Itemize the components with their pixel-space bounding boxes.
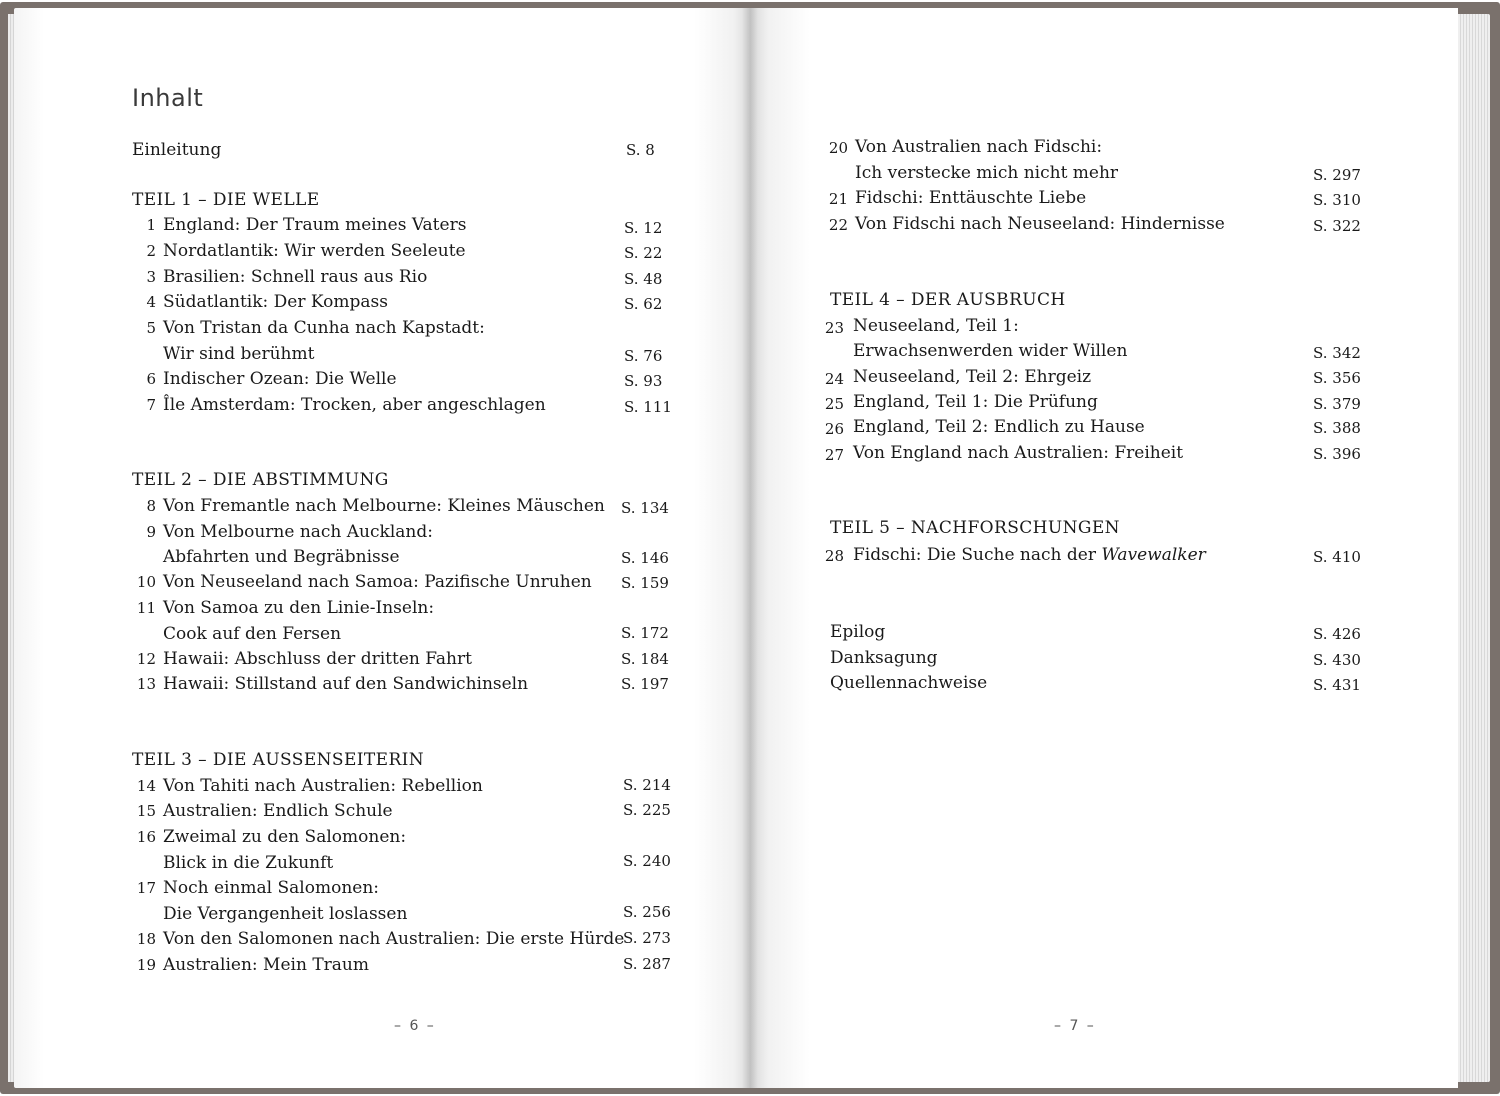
chapter-title: Australien: Endlich Schule (163, 801, 393, 821)
chapter-title: Von Fremantle nach Melbourne: Kleines Mäuschen (163, 496, 605, 516)
part-heading: TEIL 4 – DER AUSBRUCH (830, 290, 1066, 310)
chapter-number: 24 (824, 370, 844, 388)
toc-page-intro: S. 8 (626, 141, 655, 159)
chapter-page: S. 287 (623, 955, 671, 973)
chapter-page: S. 388 (1313, 419, 1361, 437)
part-heading: TEIL 2 – DIE ABSTIMMUNG (132, 470, 389, 490)
toc-page-quellen: S. 431 (1313, 676, 1361, 694)
chapter-number: 4 (146, 293, 156, 311)
chapter-number: 7 (146, 396, 156, 414)
chapter-page: S. 273 (623, 929, 671, 947)
chapter-page: S. 146 (621, 549, 669, 567)
chapter-number: 9 (146, 523, 156, 541)
chapter-page: S. 356 (1313, 369, 1361, 387)
chapter-title: Île Amsterdam: Trocken, aber angeschlagen (163, 395, 546, 415)
chapter-number: 10 (136, 573, 156, 591)
chapter-title: Australien: Mein Traum (163, 955, 369, 975)
chapter-number: 15 (136, 802, 156, 820)
toc-entry-danksagung: Danksagung (830, 648, 938, 668)
chapter-title: Hawaii: Stillstand auf den Sandwichinseln (163, 674, 529, 694)
chapter-page: S. 410 (1313, 548, 1361, 566)
chapter-title (853, 545, 1206, 565)
page-edges-right (1458, 14, 1490, 1082)
chapter-title-cont: Erwachsenwerden wider Willen (853, 341, 1128, 361)
chapter-title: Neuseeland, Teil 2: Ehrgeiz (853, 367, 1092, 387)
chapter-number: 3 (146, 268, 156, 286)
chapter-title: Von Melbourne nach Auckland: (163, 522, 433, 542)
chapter-page: S. 310 (1313, 191, 1361, 209)
chapter-page: S. 256 (623, 903, 671, 921)
chapter-page: S. 225 (623, 801, 671, 819)
chapter-number: 22 (828, 216, 848, 234)
chapter-number: 17 (136, 879, 156, 897)
chapter-title: Noch einmal Salomonen: (163, 878, 380, 898)
chapter-title-cont: Wir sind berühmt (163, 344, 315, 364)
chapter-number: 23 (824, 319, 844, 337)
chapter-page: S. 93 (624, 372, 663, 390)
chapter-number: 25 (824, 395, 844, 413)
part-heading: TEIL 5 – NACHFORSCHUNGEN (830, 518, 1120, 538)
chapter-title: Brasilien: Schnell raus aus Rio (163, 267, 428, 287)
chapter-page: S. 62 (624, 295, 663, 313)
chapter-page: S. 159 (621, 574, 669, 592)
chapter-title: Nordatlantik: Wir werden Seeleute (163, 241, 466, 261)
toc-title: Inhalt (132, 84, 204, 112)
chapter-page: S. 76 (624, 347, 663, 365)
chapter-number: 1 (146, 216, 156, 234)
chapter-title: Von England nach Australien: Freiheit (853, 443, 1184, 463)
chapter-title-cont: Cook auf den Fersen (163, 624, 342, 644)
chapter-page: S. 48 (624, 270, 663, 288)
part-heading: TEIL 3 – DIE AUSSENSEITERIN (132, 750, 425, 770)
chapter-title-text: Fidschi: Die Suche nach der (853, 545, 1102, 565)
chapter-page: S. 240 (623, 852, 671, 870)
chapter-title-italic: Wavewalker (1101, 545, 1206, 565)
left-page (14, 8, 750, 1088)
chapter-number: 6 (146, 370, 156, 388)
chapter-page: S. 379 (1313, 395, 1361, 413)
chapter-number: 20 (828, 139, 848, 157)
page-number-left: – 6 – (394, 1018, 436, 1034)
chapter-number: 5 (146, 319, 156, 337)
chapter-page: S. 22 (624, 244, 663, 262)
chapter-title: Zweimal zu den Salomonen: (163, 827, 407, 847)
chapter-title: Neuseeland, Teil 1: (853, 316, 1019, 336)
chapter-page: S. 172 (621, 624, 669, 642)
chapter-title: Von Neuseeland nach Samoa: Pazifische Unruhen (163, 572, 592, 592)
chapter-number: 14 (136, 777, 156, 795)
chapter-title: Südatlantik: Der Kompass (163, 292, 388, 312)
chapter-number: 18 (136, 930, 156, 948)
chapter-title: England, Teil 2: Endlich zu Hause (853, 417, 1145, 437)
chapter-title-cont: Die Vergangenheit loslassen (163, 904, 408, 924)
chapter-number: 16 (136, 828, 156, 846)
chapter-title-cont: Ich verstecke mich nicht mehr (855, 163, 1119, 183)
chapter-title-cont: Blick in die Zukunft (163, 853, 334, 873)
chapter-page: S. 322 (1313, 217, 1361, 235)
chapter-title: Von den Salomonen nach Australien: Die erste Hürde (163, 929, 625, 949)
toc-entry-intro: Einleitung (132, 140, 222, 160)
chapter-number: 12 (136, 650, 156, 668)
chapter-title: Von Tahiti nach Australien: Rebellion (163, 776, 483, 796)
page-number-right: – 7 – (1054, 1018, 1096, 1034)
chapter-number: 11 (136, 599, 156, 617)
chapter-title: Fidschi: Enttäuschte Liebe (855, 188, 1087, 208)
chapter-page: S. 197 (621, 675, 669, 693)
chapter-title: Von Fidschi nach Neuseeland: Hindernisse (855, 214, 1225, 234)
toc-page-epilog: S. 426 (1313, 625, 1361, 643)
chapter-number: 19 (136, 956, 156, 974)
chapter-page: S. 214 (623, 776, 671, 794)
chapter-page: S. 297 (1313, 166, 1361, 184)
chapter-number: 21 (828, 190, 848, 208)
right-page (750, 8, 1458, 1088)
chapter-page: S. 12 (624, 219, 663, 237)
chapter-title: England: Der Traum meines Vaters (163, 215, 467, 235)
chapter-title: Von Tristan da Cunha nach Kapstadt: (163, 318, 485, 338)
chapter-number: 8 (146, 497, 156, 515)
chapter-page: S. 342 (1313, 344, 1361, 362)
chapter-number: 2 (146, 242, 156, 260)
book-gutter (742, 8, 758, 1088)
toc-page-danksagung: S. 430 (1313, 651, 1361, 669)
chapter-title: Hawaii: Abschluss der dritten Fahrt (163, 649, 472, 669)
chapter-number: 28 (824, 547, 844, 565)
chapter-title: Indischer Ozean: Die Welle (163, 369, 397, 389)
chapter-title-cont: Abfahrten und Begräbnisse (163, 547, 400, 567)
chapter-page: S. 396 (1313, 445, 1361, 463)
toc-entry-quellen: Quellennachweise (830, 673, 988, 693)
chapter-page: S. 134 (621, 499, 669, 517)
chapter-title: England, Teil 1: Die Prüfung (853, 392, 1098, 412)
chapter-title: Von Samoa zu den Linie-Inseln: (163, 598, 435, 618)
part-heading: TEIL 1 – DIE WELLE (132, 190, 320, 210)
chapter-number: 13 (136, 675, 156, 693)
chapter-number: 26 (824, 420, 844, 438)
chapter-title: Von Australien nach Fidschi: (855, 137, 1103, 157)
toc-entry-epilog: Epilog (830, 622, 886, 642)
chapter-number: 27 (824, 446, 844, 464)
chapter-page: S. 111 (624, 398, 672, 416)
chapter-page: S. 184 (621, 650, 669, 668)
